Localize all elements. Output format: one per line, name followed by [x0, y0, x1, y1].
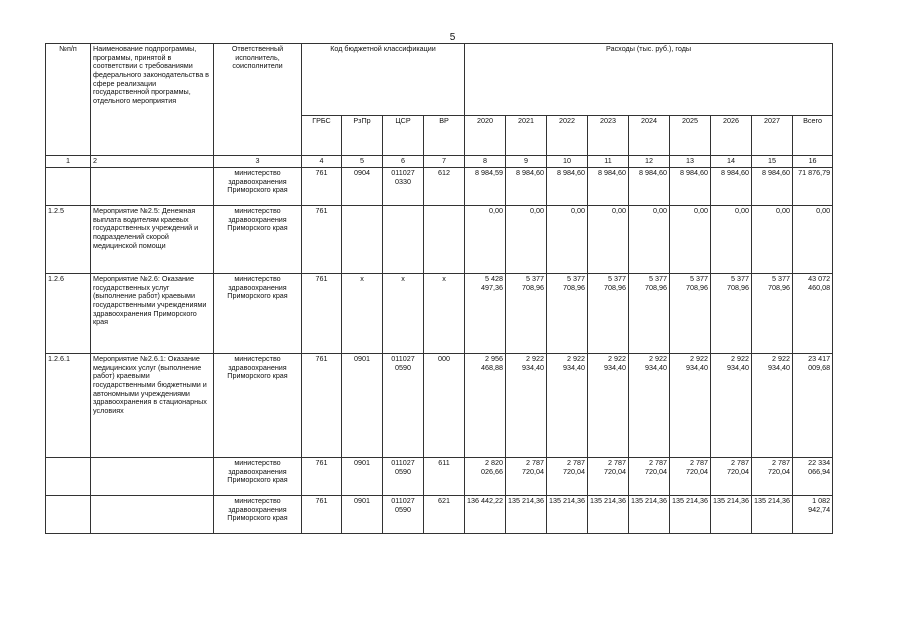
- measure-name-cell: [91, 496, 214, 534]
- column-number-cell: 14: [711, 156, 752, 168]
- grbs-cell: 761: [302, 168, 342, 206]
- header-executor: Ответственный исполнитель, соисполнители: [214, 44, 302, 156]
- header-name: Наименование подпрограммы, программы, принятой в соответствии с требованиями федерального законодательства в сфере реализации государственной программы, отдельного мероприятия: [91, 44, 214, 156]
- column-number-cell: 8: [465, 156, 506, 168]
- year-value-cell: 136 442,22: [465, 496, 506, 534]
- year-value-cell: 8 984,60: [752, 168, 793, 206]
- year-value-cell: 2 787 720,04: [711, 458, 752, 496]
- row-number-cell: [46, 458, 91, 496]
- year-value-cell: 2 922 934,40: [629, 354, 670, 458]
- total-value-cell: 22 334 066,94: [793, 458, 833, 496]
- header-year: 2025: [670, 116, 711, 156]
- header-year: 2023: [588, 116, 629, 156]
- year-value-cell: 2 956 468,88: [465, 354, 506, 458]
- grbs-cell: 761: [302, 496, 342, 534]
- year-value-cell: 8 984,60: [506, 168, 547, 206]
- csr-cell: 011027 0590: [383, 458, 424, 496]
- year-value-cell: 5 428 497,36: [465, 274, 506, 354]
- executor-cell: министерство здравоохранения Приморского края: [214, 168, 302, 206]
- year-value-cell: 135 214,36: [670, 496, 711, 534]
- column-number-cell: 5: [342, 156, 383, 168]
- header-budget-code: Код бюджетной классификации: [302, 44, 465, 116]
- column-number-row: [46, 156, 833, 168]
- year-value-cell: 5 377 708,96: [547, 274, 588, 354]
- grbs-cell: 761: [302, 354, 342, 458]
- year-value-cell: 5 377 708,96: [752, 274, 793, 354]
- measure-name-cell: Мероприятие №2.5: Денежная выплата водителям краевых государственных учреждений и подразделений скорой медицинской помощи: [91, 206, 214, 274]
- table-row: [46, 496, 833, 534]
- total-value-cell: 23 417 009,68: [793, 354, 833, 458]
- year-value-cell: 135 214,36: [506, 496, 547, 534]
- rzpr-cell: 0901: [342, 496, 383, 534]
- rzpr-cell: 0904: [342, 168, 383, 206]
- column-number-cell: 3: [214, 156, 302, 168]
- year-value-cell: 5 377 708,96: [629, 274, 670, 354]
- measure-name-cell: Мероприятие №2.6.1: Оказание медицинских услуг (выполнение работ) краевыми государственными бюджетными и автономными учреждениями здравоохранения в стационарных условиях: [91, 354, 214, 458]
- rzpr-cell: 0901: [342, 458, 383, 496]
- column-number-cell: 12: [629, 156, 670, 168]
- year-value-cell: 8 984,60: [547, 168, 588, 206]
- year-value-cell: 2 787 720,04: [752, 458, 793, 496]
- header-rzpr: РзПр: [342, 116, 383, 156]
- executor-cell: министерство здравоохранения Приморского края: [214, 274, 302, 354]
- row-number-cell: 1.2.6: [46, 274, 91, 354]
- executor-cell: министерство здравоохранения Приморского края: [214, 206, 302, 274]
- total-value-cell: 43 072 460,08: [793, 274, 833, 354]
- header-year: 2024: [629, 116, 670, 156]
- year-value-cell: 135 214,36: [588, 496, 629, 534]
- row-number-cell: 1.2.6.1: [46, 354, 91, 458]
- header-grbs: ГРБС: [302, 116, 342, 156]
- column-number-cell: 11: [588, 156, 629, 168]
- year-value-cell: 135 214,36: [629, 496, 670, 534]
- total-value-cell: 1 082 942,74: [793, 496, 833, 534]
- vr-cell: х: [424, 274, 465, 354]
- header-year: 2027: [752, 116, 793, 156]
- csr-cell: [383, 206, 424, 274]
- year-value-cell: 2 787 720,04: [588, 458, 629, 496]
- year-value-cell: 0,00: [670, 206, 711, 274]
- year-value-cell: 0,00: [547, 206, 588, 274]
- total-value-cell: 0,00: [793, 206, 833, 274]
- grbs-cell: 761: [302, 458, 342, 496]
- year-value-cell: 2 787 720,04: [547, 458, 588, 496]
- measure-name-cell: [91, 458, 214, 496]
- year-value-cell: 2 787 720,04: [506, 458, 547, 496]
- header-csr: ЦСР: [383, 116, 424, 156]
- vr-cell: 000: [424, 354, 465, 458]
- measure-name-cell: [91, 168, 214, 206]
- year-value-cell: 2 922 934,40: [588, 354, 629, 458]
- total-value-cell: 71 876,79: [793, 168, 833, 206]
- header-year: 2026: [711, 116, 752, 156]
- row-number-cell: 1.2.5: [46, 206, 91, 274]
- column-number-cell: 13: [670, 156, 711, 168]
- column-number-cell: 2: [91, 156, 214, 168]
- grbs-cell: 761: [302, 206, 342, 274]
- header-expenses: Расходы (тыс. руб.), годы: [465, 44, 833, 116]
- year-value-cell: 0,00: [588, 206, 629, 274]
- year-value-cell: 8 984,60: [588, 168, 629, 206]
- year-value-cell: 8 984,60: [629, 168, 670, 206]
- rzpr-cell: 0901: [342, 354, 383, 458]
- header-year: 2022: [547, 116, 588, 156]
- year-value-cell: 5 377 708,96: [670, 274, 711, 354]
- header-vr: ВР: [424, 116, 465, 156]
- executor-cell: министерство здравоохранения Приморского края: [214, 496, 302, 534]
- table-row: [46, 206, 833, 274]
- vr-cell: 611: [424, 458, 465, 496]
- rzpr-cell: [342, 206, 383, 274]
- column-number-cell: 7: [424, 156, 465, 168]
- year-value-cell: 5 377 708,96: [506, 274, 547, 354]
- csr-cell: 011027 0330: [383, 168, 424, 206]
- table-row: [46, 458, 833, 496]
- page-number: 5: [449, 32, 456, 43]
- column-number-cell: 6: [383, 156, 424, 168]
- year-value-cell: 0,00: [711, 206, 752, 274]
- year-value-cell: 5 377 708,96: [711, 274, 752, 354]
- year-value-cell: 8 984,59: [465, 168, 506, 206]
- year-value-cell: 8 984,60: [670, 168, 711, 206]
- budget-table: [45, 43, 833, 534]
- csr-cell: 011027 0590: [383, 354, 424, 458]
- year-value-cell: 135 214,36: [752, 496, 793, 534]
- csr-cell: х: [383, 274, 424, 354]
- year-value-cell: 2 922 934,40: [752, 354, 793, 458]
- vr-cell: 621: [424, 496, 465, 534]
- vr-cell: [424, 206, 465, 274]
- year-value-cell: 2 922 934,40: [547, 354, 588, 458]
- row-number-cell: [46, 168, 91, 206]
- year-value-cell: 0,00: [629, 206, 670, 274]
- executor-cell: министерство здравоохранения Приморского края: [214, 458, 302, 496]
- column-number-cell: 10: [547, 156, 588, 168]
- column-number-cell: 9: [506, 156, 547, 168]
- year-value-cell: 0,00: [465, 206, 506, 274]
- year-value-cell: 2 922 934,40: [711, 354, 752, 458]
- rzpr-cell: х: [342, 274, 383, 354]
- year-value-cell: 5 377 708,96: [588, 274, 629, 354]
- year-value-cell: 0,00: [506, 206, 547, 274]
- year-value-cell: 135 214,36: [711, 496, 752, 534]
- grbs-cell: 761: [302, 274, 342, 354]
- year-value-cell: 135 214,36: [547, 496, 588, 534]
- table-row: [46, 274, 833, 354]
- row-number-cell: [46, 496, 91, 534]
- header-total: Всего: [793, 116, 833, 156]
- year-value-cell: 2 820 026,66: [465, 458, 506, 496]
- year-value-cell: 8 984,60: [711, 168, 752, 206]
- vr-cell: 612: [424, 168, 465, 206]
- table-row: [46, 354, 833, 458]
- header-year: 2021: [506, 116, 547, 156]
- year-value-cell: 2 922 934,40: [670, 354, 711, 458]
- header-year: 2020: [465, 116, 506, 156]
- year-value-cell: 2 787 720,04: [629, 458, 670, 496]
- executor-cell: министерство здравоохранения Приморского края: [214, 354, 302, 458]
- year-value-cell: 2 787 720,04: [670, 458, 711, 496]
- year-value-cell: 0,00: [752, 206, 793, 274]
- column-number-cell: 15: [752, 156, 793, 168]
- table-row: [46, 168, 833, 206]
- column-number-cell: 1: [46, 156, 91, 168]
- year-value-cell: 2 922 934,40: [506, 354, 547, 458]
- measure-name-cell: Мероприятие №2.6: Оказание государственных услуг (выполнение работ) краевыми государственными учреждениями здравоохранения Приморского края: [91, 274, 214, 354]
- header-num: №п/п: [46, 44, 91, 156]
- csr-cell: 011027 0590: [383, 496, 424, 534]
- column-number-cell: 16: [793, 156, 833, 168]
- column-number-cell: 4: [302, 156, 342, 168]
